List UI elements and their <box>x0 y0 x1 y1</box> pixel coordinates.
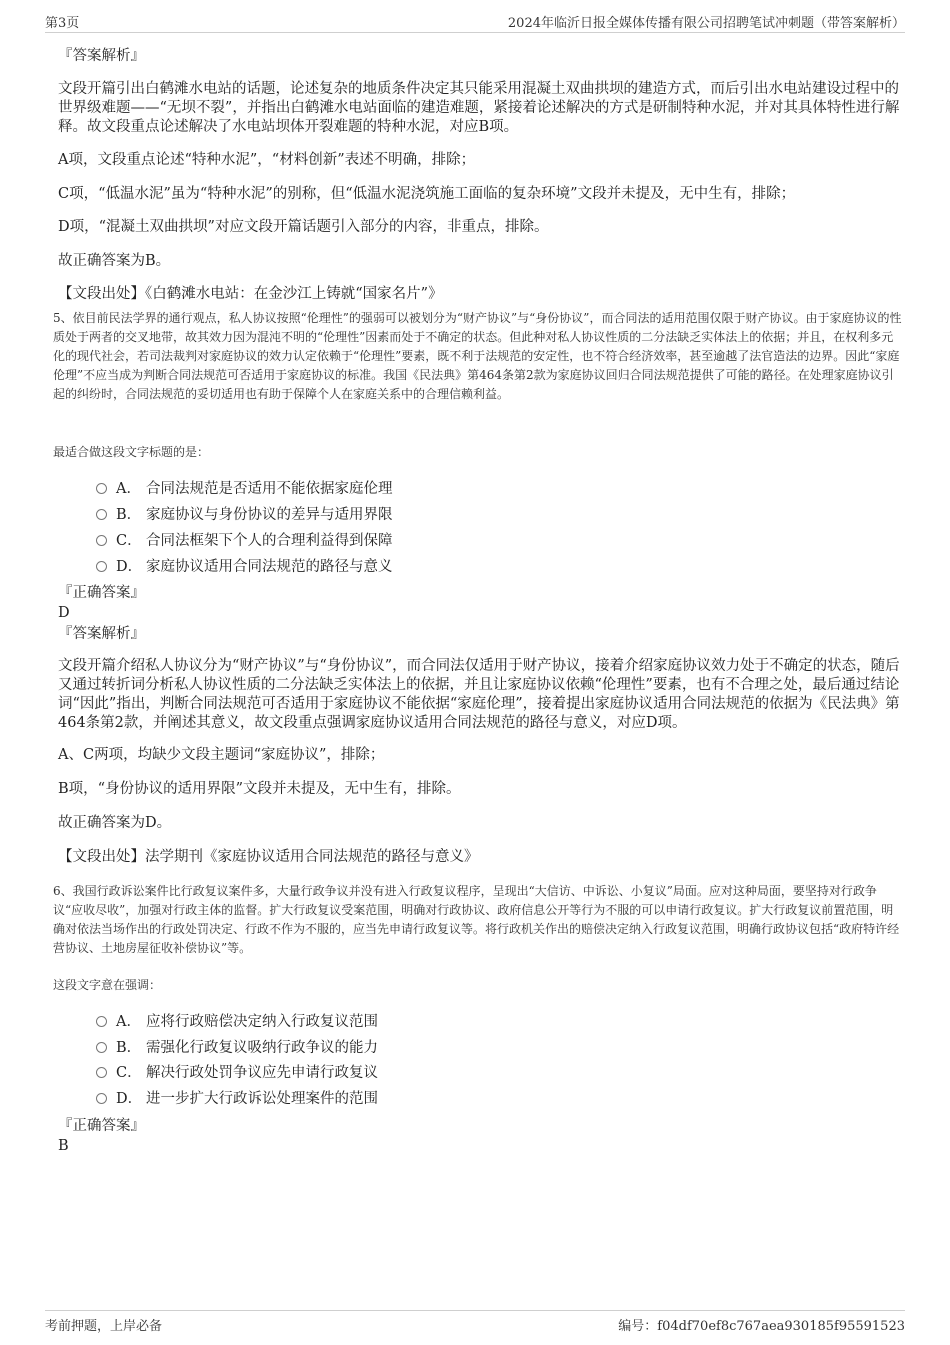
question-prompt: 最适合做这段文字标题的是： <box>53 445 210 459</box>
answer-analysis-text: 文段开篇介绍私人协议分为“财产协议”与“身份协议”，而合同法仅适用于财产协议，接着介绍家庭协议效力处于不确定的状态，随后又通过转折词分析私人协议性质的二分法缺乏实体法上的依据，并且让家庭协议依赖“伦理性”要素，也有不合理之处，最后通过结论词“因此”指出，判断合同法规范可否适用于家庭协议不能依据“家庭伦理”，接着提出家庭协议适用合同法规范的依据为《民法典》第464条第2款，并阐述其意义，故文段重点强调家庭协议适用合同法规范的路径与意义，对应D项。 <box>58 658 900 731</box>
radio-icon[interactable] <box>96 1016 107 1027</box>
answer-analysis-label: 『答案解析』 <box>58 48 145 64</box>
radio-icon[interactable] <box>96 509 107 520</box>
question-prompt: 这段文字意在强调： <box>53 978 162 992</box>
radio-icon[interactable] <box>96 1093 107 1104</box>
option-b[interactable]: B． 家庭协议与身份协议的差异与适用界限 <box>96 505 393 525</box>
document-title: 2024年临沂日报全媒体传播有限公司招聘笔试冲刺题（带答案解析） <box>507 16 905 31</box>
passage-source: 【文段出处】《白鹤滩水电站：在金沙江上铸就“国家名片”》 <box>58 286 443 302</box>
elimination-ac: A、C两项，均缺少文段主题词“家庭协议”，排除； <box>58 747 385 763</box>
radio-icon[interactable] <box>96 1067 107 1078</box>
elimination-a: A项，文段重点论述“特种水泥”，“材料创新”表述不明确，排除； <box>58 152 476 168</box>
question-stem: 5、依目前民法学界的通行观点，私人协议按照“伦理性”的强弱可以被划分为“财产协议”与“身份协议”，而合同法的适用范围仅限于财产协议。由于家庭协议的性质处于两者的交叉地带，故其效力因为混沌不明的“伦理性”因素而处于不确定的状态。但此种对私人协议性质的二分法缺乏实体法上的依据；并且，在权利多元化的现代社会，若司法裁判对家庭协议的效力认定依赖于“伦理性”要素，既不利于法规范的安定性，也不符合经济效率，甚至逾越了法官造法的边界。因此“家庭伦理”不应当成为判断合同法规范可否适用于家庭协议的标准。我国《民法典》第464条第2款为家庭协议回归合同法规范提供了可能的路径。在处理家庭协议引起的纠纷时，合同法规范的妥切适用也有助于保障个人在家庭关系中的合理信赖利益。 <box>53 311 902 401</box>
page-number: 第3页 <box>45 16 80 31</box>
document-id: 编号：f04df70ef8c767aea930185f95591523 <box>618 1319 905 1334</box>
elimination-c: C项，“低温水泥”虽为“特种水泥”的别称，但“低温水泥浇筑施工面临的复杂环境”文段并未提及，无中生有，排除； <box>58 186 796 202</box>
correct-answer-label: 『正确答案』 <box>58 1118 145 1134</box>
page-footer <box>45 1310 905 1337</box>
footer-slogan: 考前押题，上岸必备 <box>45 1319 163 1334</box>
option-a[interactable]: A． 应将行政赔偿决定纳入行政复议范围 <box>96 1012 378 1032</box>
correct-answer: D <box>58 605 70 621</box>
option-c[interactable]: C． 合同法框架下个人的合理利益得到保障 <box>96 531 393 551</box>
answer-analysis-text: 文段开篇引出白鹤滩水电站的话题，论述复杂的地质条件决定其只能采用混凝土双曲拱坝的建造方式，而后引出水电站建设过程中的世界级难题——“无坝不裂”，并指出白鹤滩水电站面临的建造难题，紧接着论述解决的方式是研制特种水泥，并对其具体特性进行解释。故文段重点论述解决了水电站坝体开裂难题的特种水泥，对应B项。 <box>58 81 900 135</box>
answer-analysis-label: 『答案解析』 <box>58 626 145 642</box>
question-stem: 6、我国行政诉讼案件比行政复议案件多，大量行政争议并没有进入行政复议程序，呈现出“大信访、中诉讼、小复议”局面。应对这种局面，要坚持对行政争议“应收尽收”，加强对行政主体的监督。扩大行政复议受案范围，明确对行政协议、政府信息公开等行为不服的可以申请行政复议。扩大行政复议前置范围，明确对依法当场作出的行政处罚决定、行政不作为不服的，应当先申请行政复议等。将行政机关作出的赔偿决定纳入行政复议范围，明确行政协议包括“政府特许经营协议、土地房屋征收补偿协议”等。 <box>53 884 900 955</box>
option-a[interactable]: A． 合同法规范是否适用不能依据家庭伦理 <box>96 479 393 499</box>
option-d[interactable]: D． 进一步扩大行政诉讼处理案件的范围 <box>96 1089 378 1109</box>
option-c[interactable]: C． 解决行政处罚争议应先申请行政复议 <box>96 1063 378 1083</box>
elimination-d: D项，“混凝土双曲拱坝”对应文段开篇话题引入部分的内容，非重点，排除。 <box>58 219 549 235</box>
radio-icon[interactable] <box>96 535 107 546</box>
elimination-b: B项，“身份协议的适用界限”文段并未提及，无中生有，排除。 <box>58 781 461 797</box>
conclusion: 故正确答案为D。 <box>58 815 172 831</box>
page-header <box>45 12 905 33</box>
radio-icon[interactable] <box>96 1042 107 1053</box>
radio-icon[interactable] <box>96 561 107 572</box>
conclusion: 故正确答案为B。 <box>58 253 171 269</box>
passage-source: 【文段出处】法学期刊《家庭协议适用合同法规范的路径与意义》 <box>58 849 479 865</box>
option-b[interactable]: B． 需强化行政复议吸纳行政争议的能力 <box>96 1038 378 1058</box>
correct-answer-label: 『正确答案』 <box>58 585 145 601</box>
radio-icon[interactable] <box>96 483 107 494</box>
correct-answer: B <box>58 1138 69 1154</box>
option-d[interactable]: D． 家庭协议适用合同法规范的路径与意义 <box>96 557 393 577</box>
